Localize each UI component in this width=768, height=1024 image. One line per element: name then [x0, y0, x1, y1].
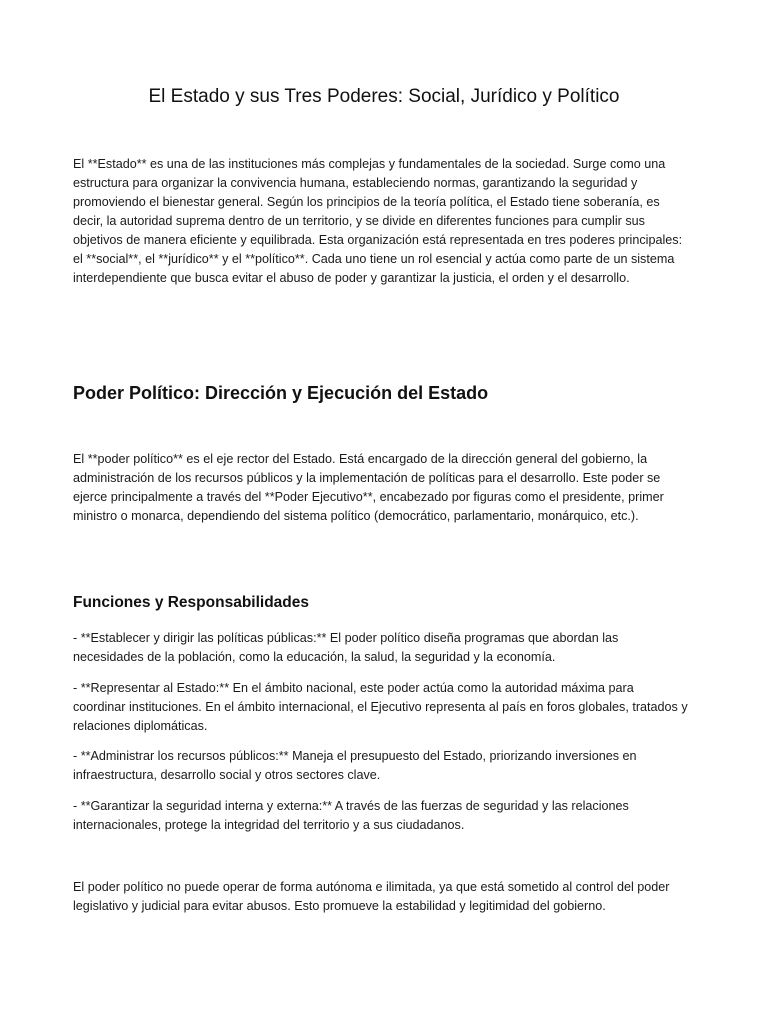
list-item: - **Establecer y dirigir las políticas públicas:** El poder político diseña programas que abordan las necesidades de la población, como la educación, la salud, la seguridad y la economía.	[73, 631, 619, 664]
document-title: El Estado y sus Tres Poderes: Social, Jurídico y Político	[148, 86, 620, 107]
section-paragraph: El **poder político** es el eje rector del Estado. Está encargado de la dirección general del gobierno, la administración de los recursos públicos y la implementación de políticas para el desarrollo. Este poder se ejerce principalmente a través del **Poder Ejecutivo**, encabezado por figuras como el presidente, primer ministro o monarca, dependiendo del sistema político (democrático, parlamentario, monárquico, etc.).	[73, 452, 664, 523]
list-item: - **Garantizar la seguridad interna y externa:** A través de las fuerzas de seguridad y las relaciones internacionales, protege la integridad del territorio y a sus ciudadanos.	[73, 799, 629, 832]
section-heading: Poder Político: Dirección y Ejecución del Estado	[73, 383, 489, 403]
list-item: - **Representar al Estado:** En el ámbito nacional, este poder actúa como la autoridad máxima para coordinar instituciones. En el ámbito internacional, el Ejecutivo representa al país en foros globales, tratados y relaciones diplomáticas.	[73, 681, 688, 733]
closing-paragraph: El poder político no puede operar de forma autónoma e ilimitada, ya que está sometido al control del poder legislativo y judicial para evitar abusos. Esto promueve la estabilidad y legitimidad del gobierno.	[73, 880, 670, 913]
intro-paragraph: El **Estado** es una de las instituciones más complejas y fundamentales de la sociedad. Surge como una estructura para organizar la convivencia humana, estableciendo normas, garantizando la seguridad y promoviendo el bienestar general. Según los principios de la teoría política, el Estado tiene soberanía, es decir, la autoridad suprema dentro de un territorio, y se divide en diferentes funciones para cumplir sus objetivos de manera eficiente y equilibrada. Esta organización está representada en tres poderes principales: el **social**, el **jurídico** y el **político**. Cada uno tiene un rol esencial y actúa como parte de un sistema interdependiente que busca evitar el abuso de poder y garantizar la justicia, el orden y el desarrollo.	[73, 157, 683, 285]
list-item: - **Administrar los recursos públicos:** Maneja el presupuesto del Estado, priorizando inversiones en infraestructura, desarrollo social y otros sectores clave.	[73, 749, 637, 782]
subsection-heading: Funciones y Responsabilidades	[73, 594, 310, 611]
